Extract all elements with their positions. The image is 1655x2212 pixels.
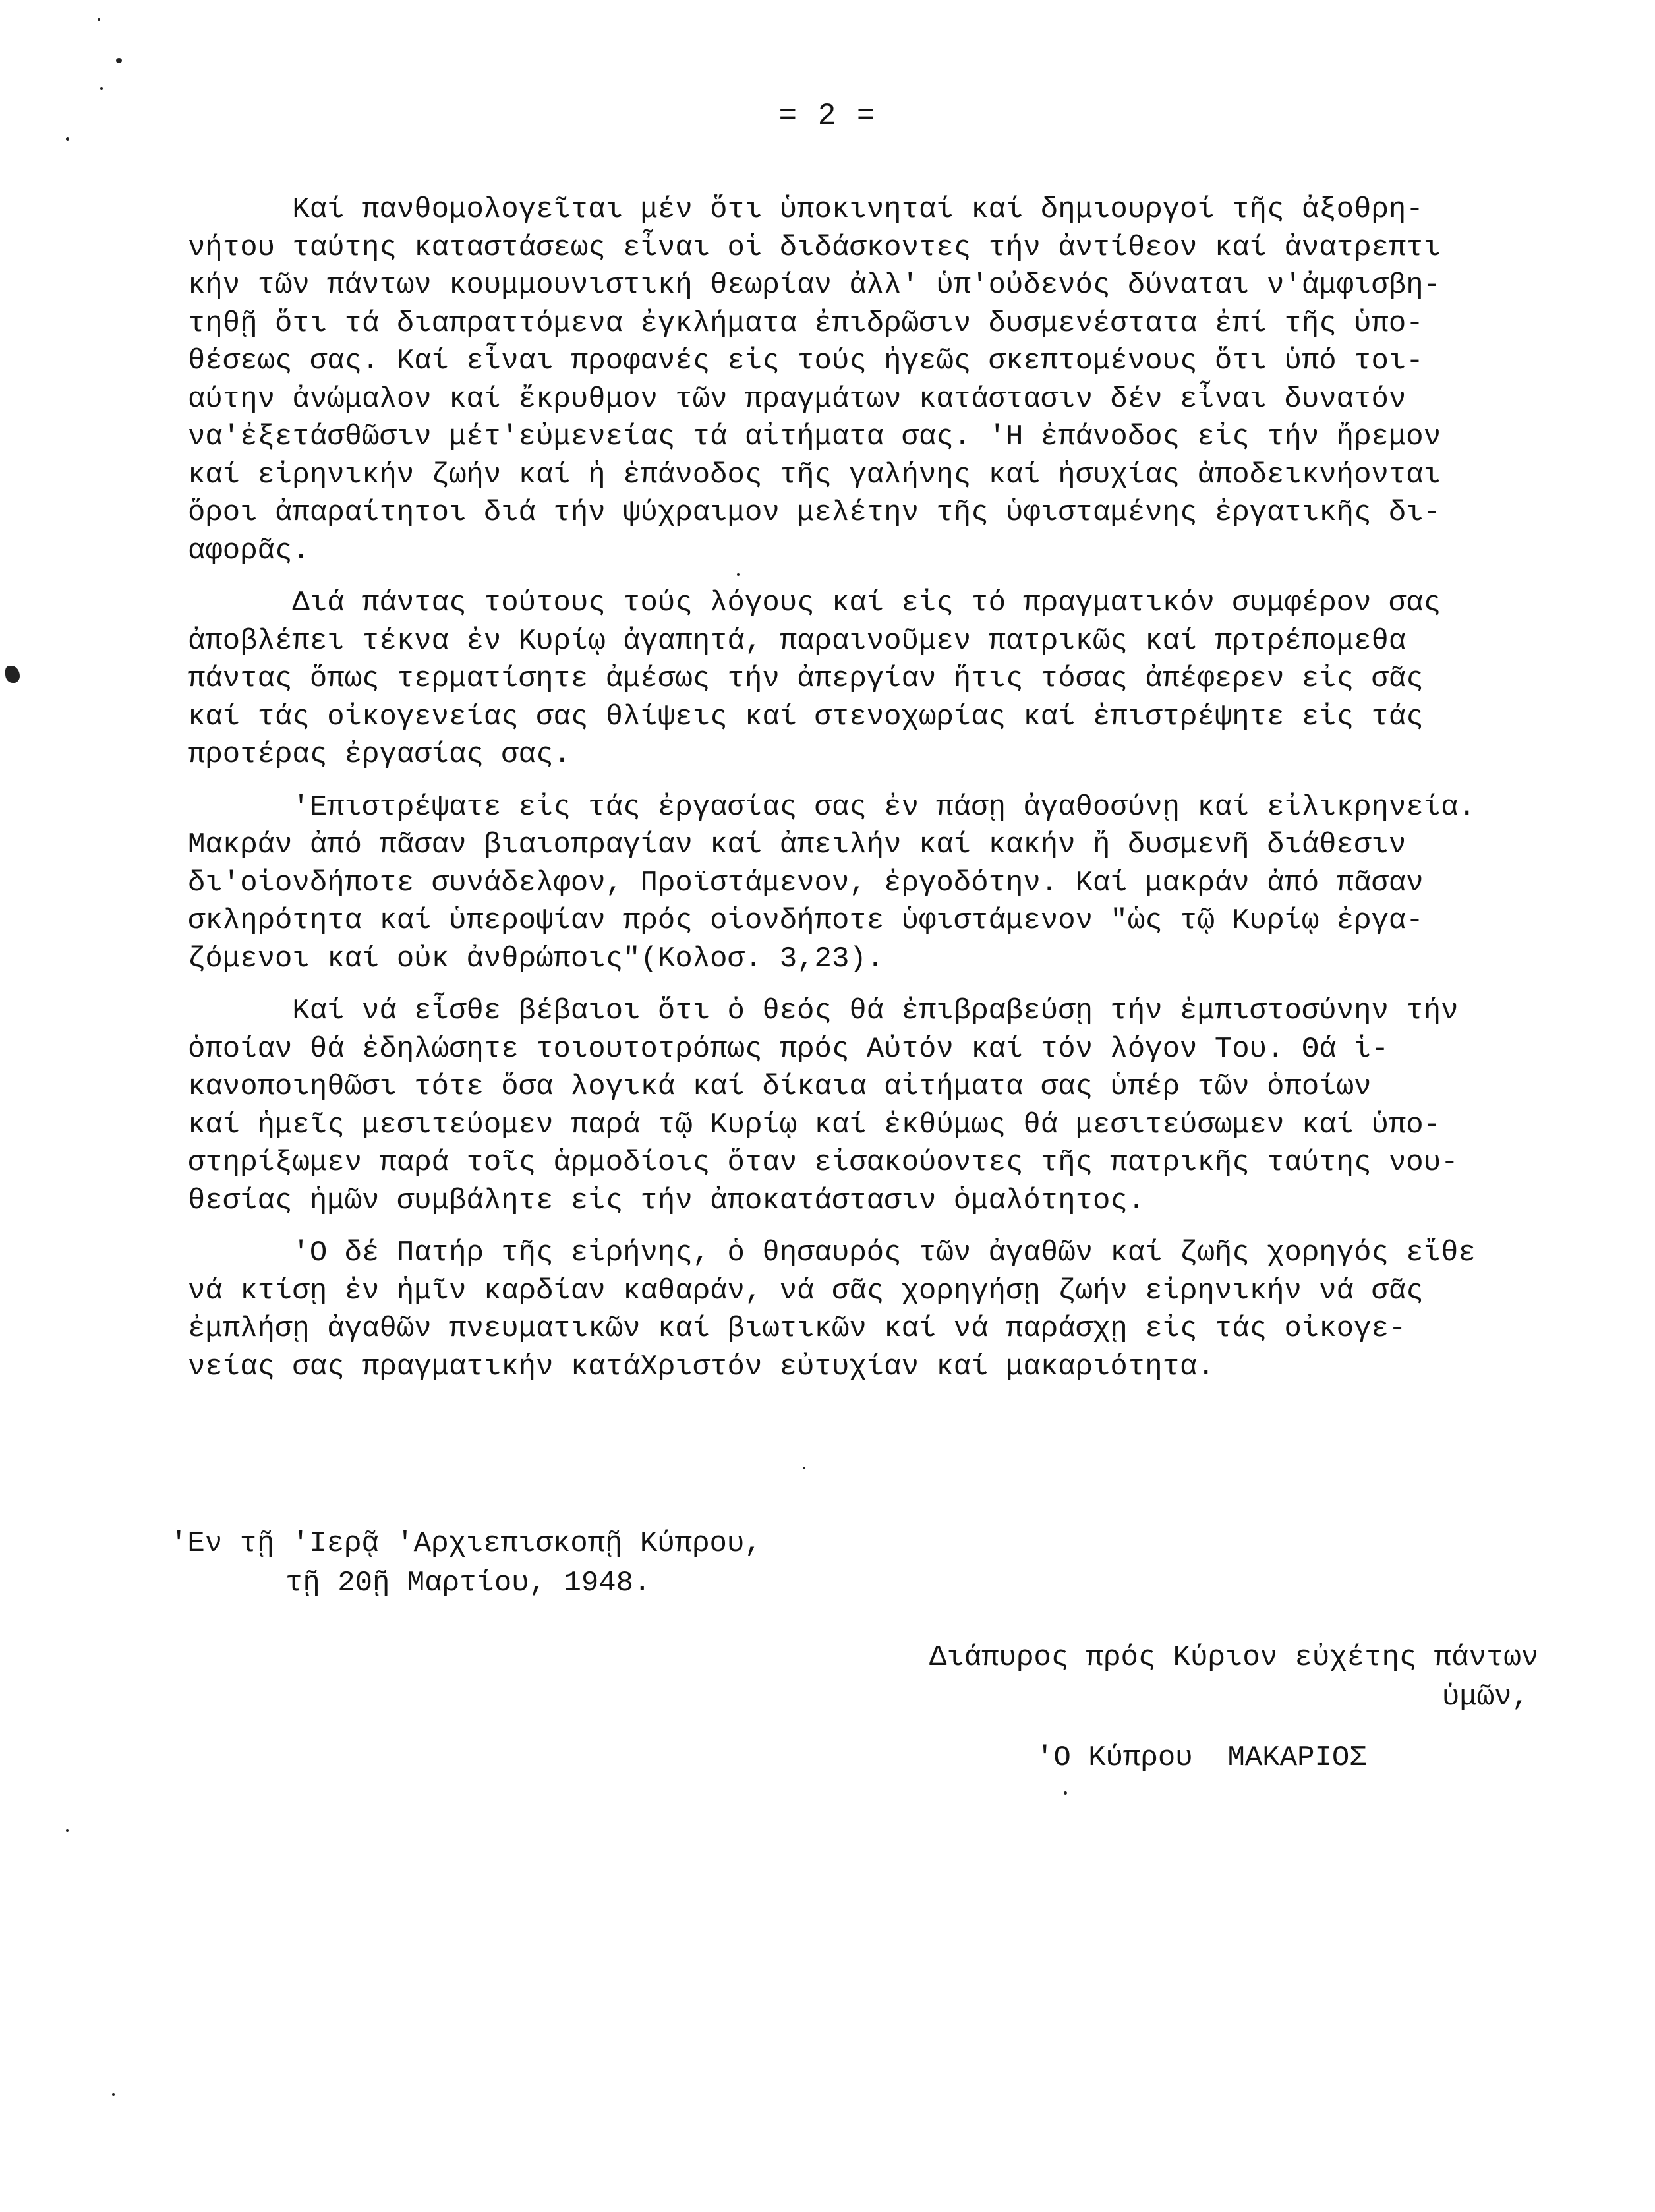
scan-speck (5, 666, 20, 683)
scan-speck (116, 58, 122, 63)
scan-speck (98, 18, 100, 21)
text-line: πάντας ὅπως τερματίσητε ἀμέσως τήν ἀπεργίαν ἥτις τόσας ἀπέφερεν εἰς σᾶς (188, 662, 1424, 695)
text-line: νά κτίσῃ ἐν ἡμῖν καρδίαν καθαράν, νά σᾶς χορηγήσῃ ζωήν εἰρηνικήν νά σᾶς (188, 1274, 1424, 1308)
text-line: Καί πανθομολογεῖται μέν ὅτι ὑποκινηταί καί δημιουργοί τῆς ἀξοθρη- (188, 193, 1424, 226)
text-line: καί ἡμεῖς μεσιτεύομεν παρά τῷ Κυρίῳ καί ἐκθύμως θά μεσιτεύσωμεν καί ὑπο- (188, 1108, 1441, 1142)
paragraph-4 (188, 993, 1638, 1220)
text-line: ζόμενοι καί οὐκ ἀνθρώποις"(Κολοσ. 3,23). (188, 942, 885, 975)
scan-speck (66, 1829, 69, 1832)
closing-line-2: ὑμῶν, (1441, 1681, 1529, 1714)
text-line: θέσεως σας. Καί εἶναι προφανές εἰς τούς ἠγεῶς σκεπτομένους ὅτι ὑπό τοι- (188, 345, 1424, 378)
text-line: στηρίξωμεν παρά τοῖς ἁρμοδίοις ὅταν εἰσακούοντες τῆς πατρικῆς ταύτης νου- (188, 1146, 1459, 1179)
page-number-header: = 2 = (778, 99, 877, 133)
text-line: νείας σας πραγματικήν κατάΧριστόν εὐτυχίαν καί μακαριότητα. (188, 1350, 1215, 1383)
paragraph-3 (188, 789, 1638, 979)
text-line: κήν τῶν πάντων κουμμουνιστική θεωρίαν ἀλλ' ὑπ'οὐδενός δύναται ν'ἀμφισβη- (188, 269, 1441, 302)
scan-speck (803, 1467, 805, 1469)
text-line: ὁποίαν θά ἐδηλώσητε τοιουτοτρόπως πρός Αὐτόν καί τόν λόγον Του. Θά ἱ- (188, 1032, 1389, 1066)
text-line: ἐμπλήσῃ ἀγαθῶν πνευματικῶν καί βιωτικῶν καί νά παράσχῃ εἰς τάς οἰκογε- (188, 1312, 1407, 1345)
text-line: αύτην ἀνώμαλον καί ἔκρυθμον τῶν πραγμάτων κατάστασιν δέν εἶναι δυνατόν (188, 382, 1407, 416)
text-line: νήτου ταύτης καταστάσεως εἶναι οἱ διδάσκοντες τήν ἀντίθεον καί ἀνατρεπτι (188, 231, 1441, 264)
closing-block (929, 1638, 1628, 1717)
scan-speck (1064, 1791, 1067, 1795)
text-line: να'ἐξετάσθῶσιν μέτ'εὐμενείας τά αἰτήματα σας. 'Η ἐπάνοδος εἰς τήν ἤρεμον (188, 421, 1441, 453)
text-line: δι'οἱονδήποτε συνάδελφον, Προϊστάμενον, ἐργοδότην. Καί μακράν ἀπό πᾶσαν (188, 866, 1424, 900)
scan-speck (112, 2093, 115, 2096)
text-line: Μακράν ἀπό πᾶσαν βιαιοπραγίαν καί ἀπειλήν καί κακήν ἤ δυσμενῆ διάθεσιν (188, 829, 1407, 861)
text-line: αφορᾶς. (188, 534, 310, 568)
text-line: τηθῇ ὅτι τά διαπραττόμενα ἐγκλήματα ἐπιδρῶσιν δυσμενέστατα ἐπί τῆς ὑπο- (188, 306, 1424, 340)
date-line: τῇ 20ῇ Μαρτίου, 1948. (285, 1567, 651, 1600)
text-line: κανοποιηθῶσι τότε ὅσα λογικά καί δίκαια αἰτήματα σας ὑπέρ τῶν ὁποίων (188, 1070, 1372, 1103)
text-line: σκληρότητα καί ὑπεροψίαν πρός οἱονδήποτε ὑφιστάμενον "ὡς τῷ Κυρίῳ ἐργα- (188, 904, 1424, 937)
text-line: 'Ο δέ Πατήρ τῆς εἰρήνης, ὁ θησαυρός τῶν ἀγαθῶν καί ζωῆς χορηγός εἴθε (188, 1237, 1476, 1269)
text-line: προτέρας ἐργασίας σας. (188, 738, 571, 771)
text-line: θεσίας ἡμῶν συμβάλητε εἰς τήν ἀποκατάστασιν ὁμαλότητος. (188, 1184, 1146, 1217)
text-line: 'Επιστρέψατε εἰς τάς ἐργασίας σας ἐν πάσῃ ἀγαθοσύνῃ καί εἰλικρηνεία. (188, 790, 1476, 824)
place-line: 'Εν τῇ 'Ιερᾷ 'Αρχιεπισκοπῇ Κύπρου, (170, 1527, 762, 1560)
scan-speck (66, 137, 69, 141)
paragraph-5 (188, 1235, 1638, 1386)
signature-name: 'Ο Κύπρου ΜΑΚΑΡΙΟΣ (1036, 1741, 1367, 1774)
text-line: καί τάς οἰκογενείας σας θλίψεις καί στενοχωρίας καί ἐπιστρέψητε εἰς τάς (188, 700, 1424, 734)
closing-line: Διάπυρος πρός Κύριον εὐχέτης πάντων (929, 1641, 1539, 1674)
paragraph-1 (188, 191, 1638, 570)
text-line: ὅροι ἀπαραίτητοι διά τήν ψύχραιμον μελέτην τῆς ὑφισταμένης ἐργατικῆς δι- (188, 496, 1441, 529)
letter-body (188, 191, 1638, 1401)
scan-speck (100, 87, 103, 90)
scan-speck (737, 573, 740, 576)
text-line: ἀποβλέπει τέκνα ἐν Κυρίῳ ἀγαπητά, παραινοῦμεν πατρικῶς καί πρτρέπομεθα (188, 624, 1407, 658)
text-line: Καί νά εἶσθε βέβαιοι ὅτι ὁ θεός θά ἐπιβραβεύσῃ τήν ἐμπιστοσύνην τήν (188, 995, 1459, 1028)
text-line: καί εἰρηνικήν ζωήν καί ἡ ἐπάνοδος τῆς γαλήνης καί ἡσυχίας ἀποδεικνήονται (188, 458, 1441, 492)
place-date-block (170, 1524, 762, 1603)
text-line: Διά πάντας τούτους τούς λόγους καί εἰς τό πραγματικόν συμφέρον σας (188, 587, 1441, 620)
paragraph-2 (188, 585, 1638, 774)
